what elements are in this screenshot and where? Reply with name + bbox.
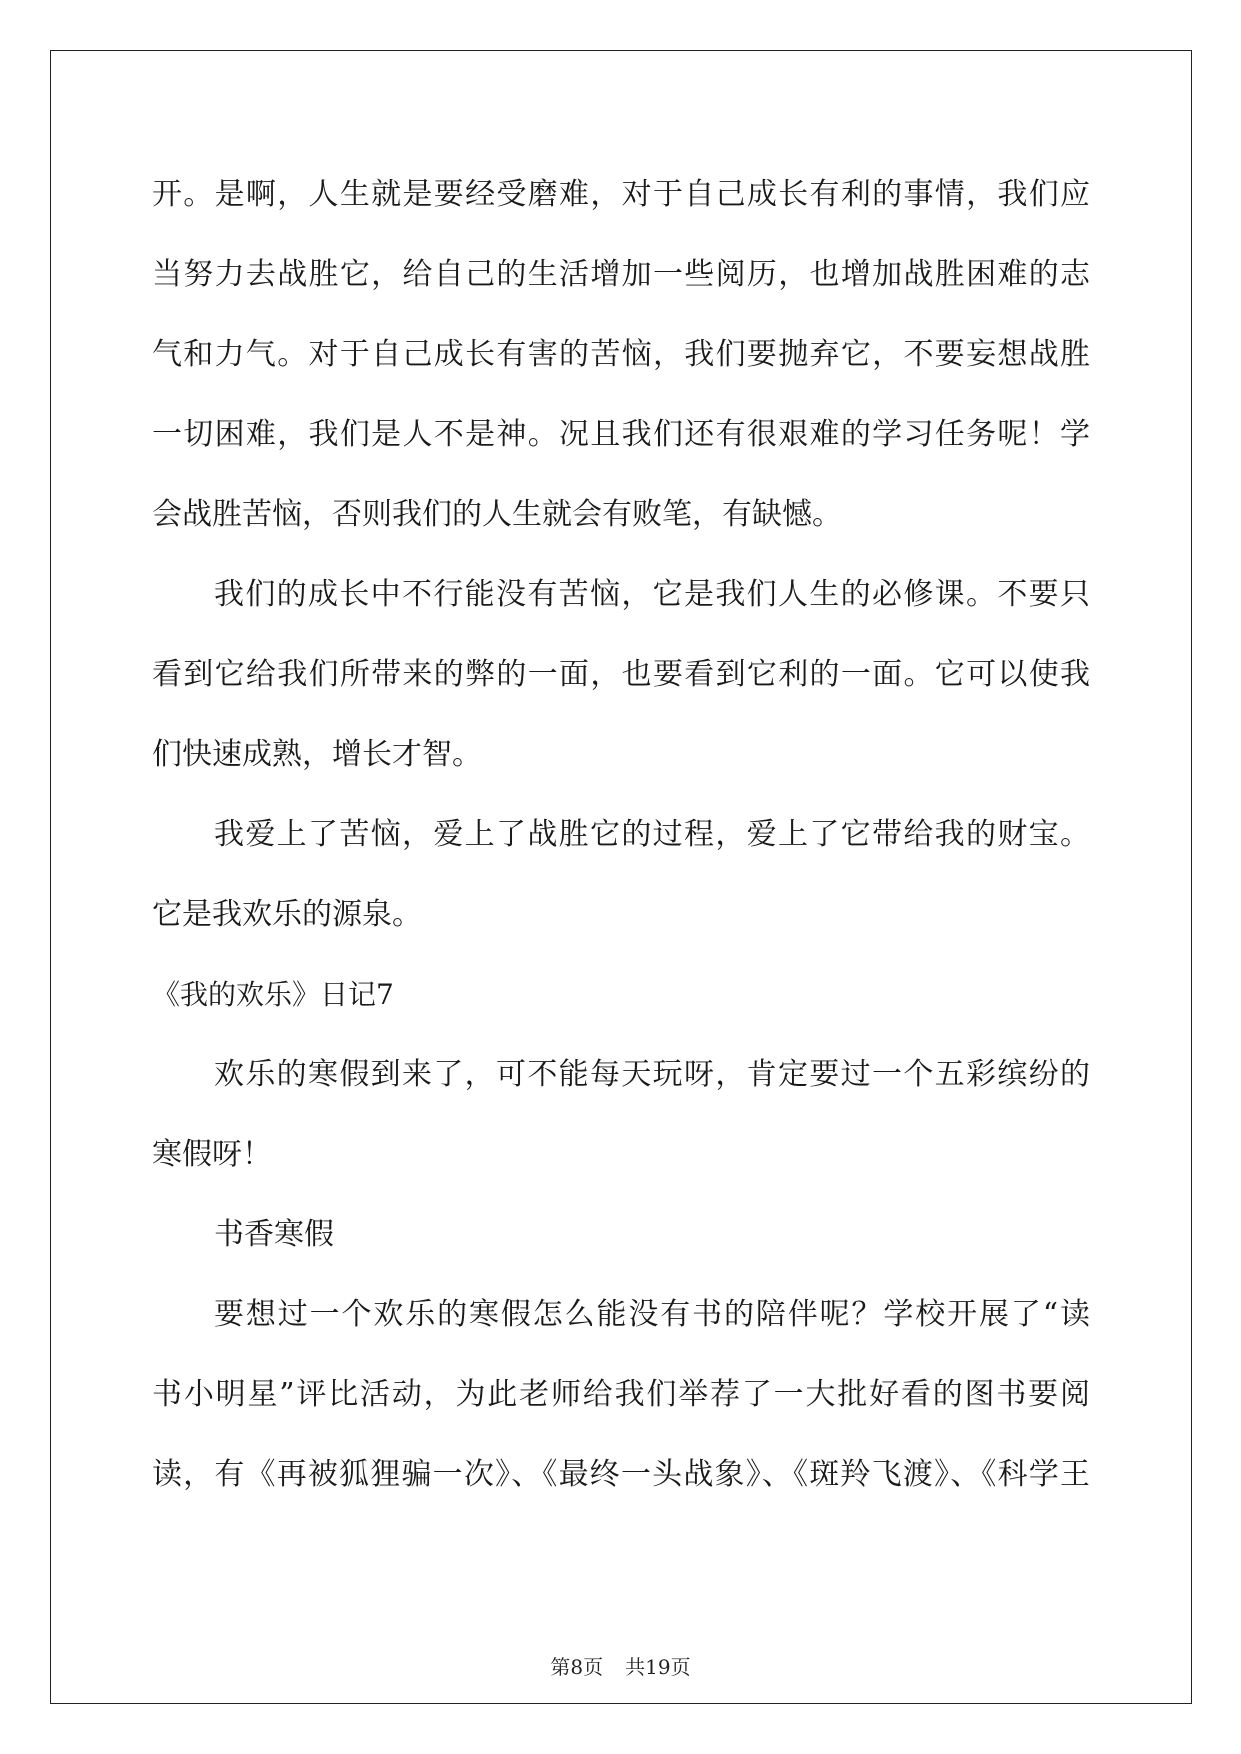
document-body	[152, 155, 1090, 1515]
text-line: 书小明星”评比活动，为此老师给我们举荐了一大批好看的图书要阅	[152, 1377, 1090, 1412]
text-line: 它是我欢乐的源泉。	[152, 897, 422, 932]
page-footer	[0, 1655, 1241, 1679]
text-line: 开。是啊，人生就是要经受磨难，对于自己成长有利的事情，我们应	[152, 177, 1090, 212]
text-line: 看到它给我们所带来的弊的一面，也要看到它利的一面。它可以使我	[152, 657, 1090, 692]
section-title: 《我的欢乐》日记7	[152, 978, 394, 1011]
text-line: 们快速成熟，增长才智。	[152, 737, 482, 772]
subheading: 书香寒假	[214, 1217, 334, 1252]
text-line: 寒假呀！	[152, 1137, 272, 1172]
text-line: 我们的成长中不行能没有苦恼，它是我们人生的必修课。不要只	[214, 577, 1090, 612]
text-line: 欢乐的寒假到来了，可不能每天玩呀，肯定要过一个五彩缤纷的	[214, 1057, 1090, 1092]
text-line: 我爱上了苦恼，爱上了战胜它的过程，爱上了它带给我的财宝。	[214, 817, 1090, 852]
page-number: 第8页	[550, 1655, 604, 1679]
text-line: 当努力去战胜它，给自己的生活增加一些阅历，也增加战胜困难的志	[152, 257, 1090, 292]
text-line: 读，有《再被狐狸骗一次》、《最终一头战象》、《斑羚飞渡》、《科学王	[152, 1457, 1090, 1492]
text-line: 气和力气。对于自己成长有害的苦恼，我们要抛弃它，不要妄想战胜	[152, 337, 1090, 372]
text-line: 一切困难，我们是人不是神。况且我们还有很艰难的学习任务呢！学	[152, 417, 1090, 452]
text-line: 要想过一个欢乐的寒假怎么能没有书的陪伴呢？学校开展了“读	[214, 1297, 1090, 1332]
page-total: 共19页	[625, 1655, 691, 1679]
text-line: 会战胜苦恼，否则我们的人生就会有败笔，有缺憾。	[152, 497, 842, 532]
